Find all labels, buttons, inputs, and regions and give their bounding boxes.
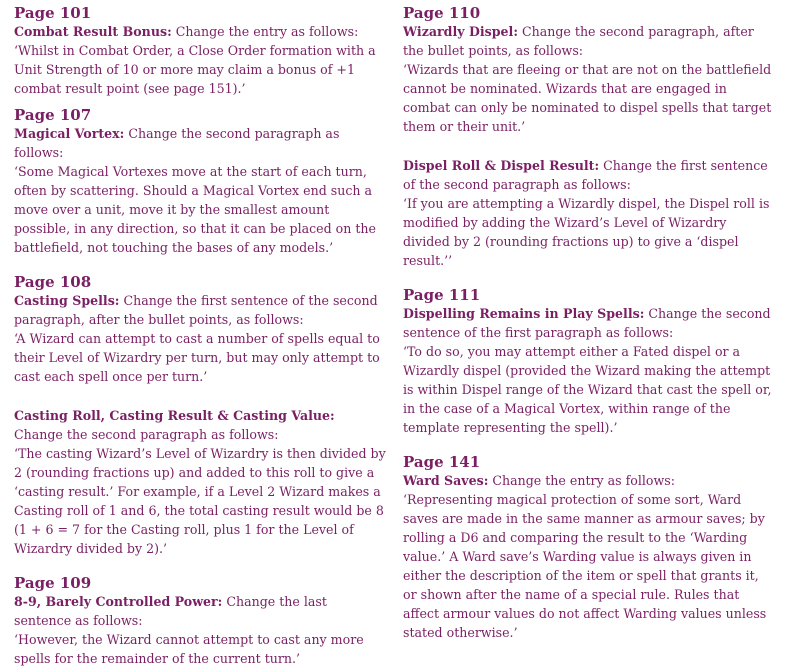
page-heading: Page 110 bbox=[403, 4, 481, 22]
section-page-108 bbox=[14, 273, 386, 558]
entry-instruction bbox=[403, 471, 775, 490]
page-heading: Page 101 bbox=[14, 4, 92, 22]
entry-title: Ward Saves: bbox=[403, 473, 489, 488]
replacement-text: ‘Representing magical protection of some sort, Ward saves are made in the same manner as armour saves; by rolling a D6 and comparing the result to the ‘Warding value.’ A Ward save’s Warding value is always given in either the description of the item or spell that grants it, or shown after the name of a special rule. Rules that affect armour values do not affect Warding values unless stated otherwise.’ bbox=[403, 492, 767, 640]
entry-instruction bbox=[14, 124, 386, 162]
section-page-141 bbox=[403, 453, 775, 642]
entry-title: Dispel Roll & Dispel Result: bbox=[403, 158, 600, 173]
section-page-110 bbox=[403, 4, 775, 270]
replacement-text: ‘However, the Wizard cannot attempt to cast any more spells for the remainder of the current turn.’ bbox=[14, 632, 364, 666]
entry-instruction bbox=[403, 156, 775, 194]
instruction-text: Change the second sentence of the first paragraph as follows: bbox=[403, 306, 771, 340]
replacement-text: ‘To do so, you may attempt either a Fated dispel or a Wizardly dispel (provided the Wizard making the attempt is within Dispel range of the Wizard that cast the spell or, in the case of a Magical Vortex, within range of the template representing the spell).’ bbox=[403, 344, 772, 435]
section-page-109 bbox=[14, 574, 386, 668]
instruction-text: Change the second paragraph, after the bullet points, as follows: bbox=[403, 24, 754, 58]
left-column bbox=[14, 4, 386, 668]
instruction-text: Change the first sentence of the second paragraph as follows: bbox=[403, 158, 768, 192]
replacement-text: ‘Whilst in Combat Order, a Close Order formation with a Unit Strength of 10 or more may claim a bonus of +1 combat result point (see page 151).’ bbox=[14, 43, 376, 96]
section-page-101 bbox=[14, 4, 386, 98]
entry-title: Casting Roll, Casting Result & Casting Value: bbox=[14, 408, 335, 423]
entry-title: Casting Spells: bbox=[14, 293, 120, 308]
instruction-text: Change the second paragraph as follows: bbox=[14, 126, 340, 160]
right-column bbox=[403, 4, 775, 642]
entry-title: 8-9, Barely Controlled Power: bbox=[14, 594, 223, 609]
instruction-text: Change the entry as follows: bbox=[488, 473, 675, 488]
page-heading: Page 109 bbox=[14, 574, 92, 592]
entry-title: Wizardly Dispel: bbox=[403, 24, 518, 39]
replacement-text: ‘A Wizard can attempt to cast a number of spells equal to their Level of Wizardry per turn, but may only attempt to cast each spell once per turn.’ bbox=[14, 331, 380, 384]
entry-instruction bbox=[403, 22, 775, 60]
instruction-text: Change the first sentence of the second paragraph, after the bullet points, as follows: bbox=[14, 293, 378, 327]
entry-title: Combat Result Bonus: bbox=[14, 24, 172, 39]
instruction-text: Change the last sentence as follows: bbox=[14, 594, 327, 628]
replacement-text: ‘Some Magical Vortexes move at the start of each turn, often by scattering. Should a Magical Vortex end such a move over a unit, move it by the smallest amount possible, in any direction, so that it can be placed on the battlefield, not touching the bases of any models.’ bbox=[14, 164, 376, 255]
entry-title: Dispelling Remains in Play Spells: bbox=[403, 306, 645, 321]
instruction-text: Change the second paragraph as follows: bbox=[14, 427, 279, 442]
replacement-text: ‘Wizards that are fleeing or that are not on the battlefield cannot be nominated. Wizards that are engaged in combat can only be nominated to dispel spells that target them or their unit.’ bbox=[403, 62, 772, 134]
entry-instruction bbox=[14, 406, 386, 444]
section-page-107 bbox=[14, 106, 386, 257]
entry-instruction bbox=[14, 592, 386, 630]
entry-instruction bbox=[14, 22, 386, 41]
entry-title: Magical Vortex: bbox=[14, 126, 125, 141]
page-heading: Page 111 bbox=[403, 286, 481, 304]
page-heading: Page 107 bbox=[14, 106, 92, 124]
section-page-111 bbox=[403, 286, 775, 437]
entry-instruction bbox=[403, 304, 775, 342]
instruction-text: Change the entry as follows: bbox=[171, 24, 359, 39]
entry-instruction bbox=[14, 291, 386, 329]
page-heading: Page 141 bbox=[403, 453, 481, 471]
page-heading: Page 108 bbox=[14, 273, 92, 291]
replacement-text: ‘If you are attempting a Wizardly dispel, the Dispel roll is modified by adding the Wizard’s Level of Wizardry divided by 2 (rounding fractions up) to give a ‘dispel result.’’ bbox=[403, 196, 770, 268]
replacement-text: ‘The casting Wizard’s Level of Wizardry is then divided by 2 (rounding fractions up) and added to this roll to give a ‘casting result.’ For example, if a Level 2 Wizard makes a Casting roll of 1 and 6, the total casting result would be 8 (1 + 6 = 7 for the Casting roll, plus 1 for the Level of Wizardry divided by 2).’ bbox=[14, 446, 386, 556]
